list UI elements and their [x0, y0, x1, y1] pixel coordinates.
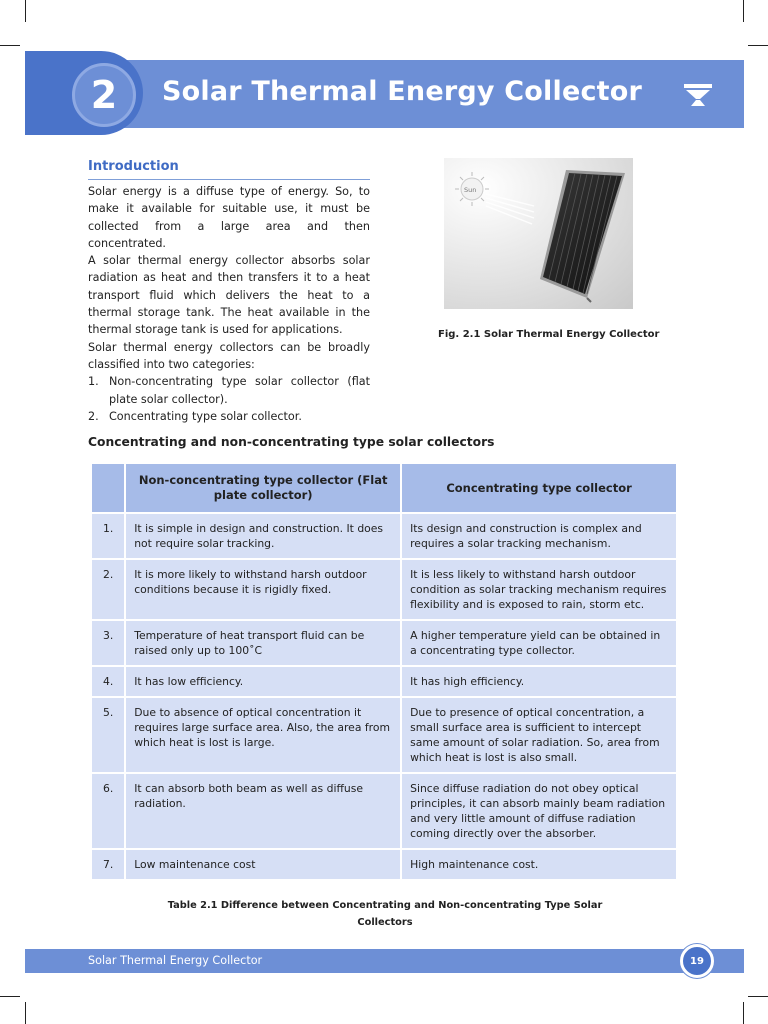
row-number: 6. [92, 774, 124, 848]
cell-non-concentrating: Temperature of heat transport fluid can be raised only up to 100˚C [126, 621, 400, 665]
column-header-non-concentrating: Non-concentrating type collector (Flat plate collector) [126, 464, 400, 512]
list-item [88, 373, 370, 408]
cell-concentrating: It has high efficiency. [402, 667, 676, 696]
crop-mark [748, 45, 768, 46]
list-item-text: Concentrating type solar collector. [109, 409, 302, 423]
cell-non-concentrating: Low maintenance cost [126, 850, 400, 879]
table-title: Concentrating and non-concentrating type solar collectors [88, 435, 495, 449]
hourglass-icon [683, 83, 713, 107]
chapter-title: Solar Thermal Energy Collector [162, 76, 643, 107]
row-number: 4. [92, 667, 124, 696]
cell-non-concentrating: It is simple in design and construction. It does not require solar tracking. [126, 514, 400, 558]
solar-collector-illustration [444, 158, 633, 309]
intro-paragraph: A solar thermal energy collector absorbs solar radiation as heat and then transfers it to a heat transport fluid which delivers the heat to a thermal storage tank. The heat available in the thermal storage tank is used for applications. [88, 254, 370, 337]
cell-non-concentrating: It can absorb both beam as well as diffuse radiation. [126, 774, 400, 848]
cell-concentrating: Its design and construction is complex and requires a solar tracking mechanism. [402, 514, 676, 558]
cell-non-concentrating: It is more likely to withstand harsh outdoor conditions because it is rigidly fixed. [126, 560, 400, 619]
crop-mark [743, 1002, 744, 1024]
intro-paragraph: Solar thermal energy collectors can be broadly classified into two categories: [88, 340, 370, 371]
cell-non-concentrating: It has low efficiency. [126, 667, 400, 696]
table-row [92, 774, 676, 848]
chapter-number-badge [72, 63, 136, 127]
table-header-row [92, 464, 676, 512]
solar-collector-figure [444, 158, 633, 309]
list-item-number: 1. [88, 375, 99, 389]
page-number: 19 [690, 955, 704, 967]
list-item [88, 408, 370, 425]
cell-concentrating: A higher temperature yield can be obtained in a concentrating type collector. [402, 621, 676, 665]
table-row [92, 698, 676, 772]
row-number: 2. [92, 560, 124, 619]
footer-running-title: Solar Thermal Energy Collector [88, 954, 263, 967]
table-row [92, 514, 676, 558]
row-number: 1. [92, 514, 124, 558]
list-item-text: Non-concentrating type solar collector (flat plate solar collector). [109, 375, 370, 406]
crop-mark [25, 1002, 26, 1024]
cell-concentrating: Due to presence of optical concentration, a small surface area is sufficient to intercept same amount of solar radiation. So, area from which heat is lost is also small. [402, 698, 676, 772]
cell-concentrating: It is less likely to withstand harsh outdoor condition as solar tracking mechanism requires flexibility and is exposed to rain, storm etc. [402, 560, 676, 619]
crop-mark [748, 996, 768, 997]
chapter-number: 2 [90, 73, 118, 117]
cell-non-concentrating: Due to absence of optical concentration it requires large surface area. Also, the area from which heat is lost is large. [126, 698, 400, 772]
intro-heading: Introduction [88, 159, 370, 180]
crop-mark [0, 45, 20, 46]
row-number: 5. [92, 698, 124, 772]
table-caption: Table 2.1 Difference between Concentrating and Non-concentrating Type Solar Collectors [167, 900, 603, 928]
page-number-badge [680, 944, 714, 978]
crop-mark [0, 996, 20, 997]
table-row [92, 667, 676, 696]
table-row [92, 560, 676, 619]
figure-caption: Fig. 2.1 Solar Thermal Energy Collector [438, 329, 660, 340]
table-row [92, 621, 676, 665]
row-number: 7. [92, 850, 124, 879]
column-header-concentrating: Concentrating type collector [402, 464, 676, 512]
cell-concentrating: High maintenance cost. [402, 850, 676, 879]
comparison-table [90, 462, 678, 881]
column-header-number [92, 464, 124, 512]
row-number: 3. [92, 621, 124, 665]
sun-label: Sun [464, 186, 477, 194]
list-item-number: 2. [88, 409, 99, 423]
cell-concentrating: Since diffuse radiation do not obey optical principles, it can absorb mainly beam radiation and very little amount of diffuse radiation coming directly over the absorber. [402, 774, 676, 848]
crop-mark [25, 0, 26, 22]
table-row [92, 850, 676, 879]
crop-mark [743, 0, 744, 22]
intro-paragraph: Solar energy is a diffuse type of energy. So, to make it available for suitable use, it must be collected from a large area and then concentrated. [88, 185, 370, 250]
intro-body [88, 183, 370, 425]
